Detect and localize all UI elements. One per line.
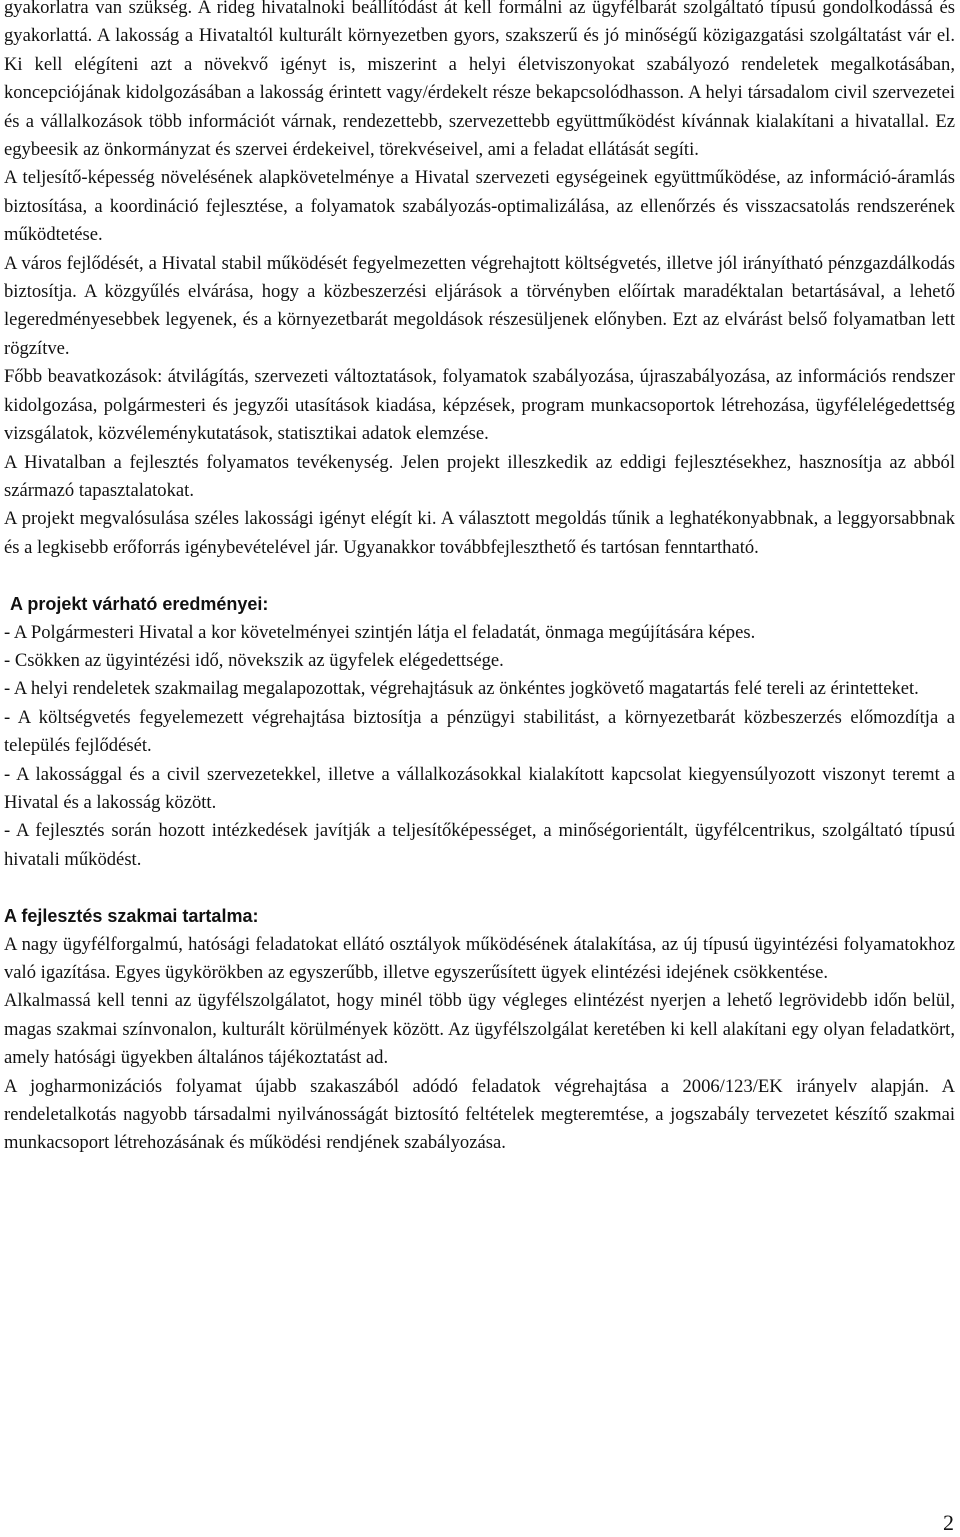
intro-paragraph: A teljesítő-képesség növelésének alapkövetelménye a Hivatal szervezeti egységeinek együttműködése, az információ-áramlás biztosítása, a koordináció fejlesztése, a folyamatok szabályozás-optimalizálása, az ellenőrzés és visszacsatolás rendszerének működtetése. [4, 167, 955, 246]
intro-paragraph: A projekt megvalósulása széles lakossági igényt elégít ki. A választott megoldás tűnik a leghatékonyabbnak, a leggyorsabbnak és a legkisebb erőforrás igénybevételével jár. Ugyanakkor továbbfejleszthető és tartósan fenntartható. [4, 508, 955, 558]
intro-paragraph: Főbb beavatkozások: átvilágítás, szervezeti változtatások, folyamatok szabályozása, újraszabályozása, az információs rendszer kidolgozása, polgármesteri és jegyzői utasítások kiadása, képzések, program munkacsoportok létrehozása, ügyfélelégedettség vizsgálatok, közvéleménykutatások, statisztikai adatok elemzése. [4, 366, 955, 445]
results-list-item: - Csökken az ügyintézési idő, növekszik az ügyfelek elégedettsége. [4, 649, 504, 671]
document-page [4, 0, 955, 1158]
results-list-item: - A Polgármesteri Hivatal a kor követelményei szintjén látja el feladatát, önmaga megújítására képes. [4, 621, 756, 643]
content-paragraph: A nagy ügyfélforgalmú, hatósági feladatokat ellátó osztályok működésének átalakítása, az új típusú ügyintézési folyamatokhoz való igazítása. Egyes ügykörökben az egyszerűbb, illetve egyszerűsített ügyek elintézési idejének csökkentése. [4, 933, 955, 983]
results-heading: A projekt várható eredményei: [10, 594, 269, 615]
content-paragraph: Alkalmassá kell tenni az ügyfélszolgálatot, hogy minél több ügy végleges elintézést nyerjen a lehető legrövidebb időn belül, magas szakmai színvonalon, kulturált körülmények között. Az ügyfélszolgálat keretében ki kell alakítani egy olyan feladatkört, amely hatósági ügyekben általános tájékoztatást ad. [4, 990, 955, 1069]
page-number: 2 [943, 1510, 954, 1535]
results-list-item: - A fejlesztés során hozott intézkedések javítják a teljesítőképességet, a minőségorientált, ügyfélcentrikus, szolgáltató típusú hivatali működést. [4, 820, 955, 870]
intro-paragraph: A város fejlődését, a Hivatal stabil működését fegyelmezetten végrehajtott költségvetés, illetve jól irányítható pénzgazdálkodás biztosítja. A közgyűlés elvárása, hogy a közbeszerzési eljárások a törvényben előírtak maradéktalan betartásával, a lehető legeredményesebbek legyenek, és a környezetbarát megoldások részesüljenek előnyben. Ezt az elvárást belső folyamatban lett rögzítve. [4, 252, 955, 359]
results-list-item: - A helyi rendeletek szakmailag megalapozottak, végrehajtásuk az önkéntes jogkövető magatartás felé tereli az érintetteket. [4, 678, 919, 700]
results-list-item: - A költségvetés fegyelemezett végrehajtása biztosítja a pénzügyi stabilitást, a környezetbarát közbeszerzés előmozdítja a település fejlődését. [4, 706, 955, 757]
intro-paragraph: gyakorlatra van szükség. A rideg hivatalnoki beállítódást át kell formálni az ügyfélbarát szolgáltató típusú gondolkodássá és gyakorlattá. A lakosság a Hivataltól kulturált környezetben gyors, szakszerű és jó minőségű közigazgatási szolgáltatást vár el. Ki kell elégíteni azt a növekvő igényt is, miszerint a helyi életviszonyokat szabályozó rendeletek megalkotásában, koncepciójának kidolgozásában a lakosság érintett vagy/érdekelt része bekapcsolódhasson. A helyi társadalom civil szervezetei és a vállalkozások több információt várnak, rendezettebb, szervezettebb együttműködést kívánnak kialakítani a hivatallal. Ez egybeesik az önkormányzat és szervei érdekeivel, törekvéseivel, ami a feladat ellátását segíti. [4, 0, 955, 161]
content-heading: A fejlesztés szakmai tartalma: [4, 906, 259, 927]
content-paragraph: A jogharmonizációs folyamat újabb szakaszából adódó feladatok végrehajtása a 2006/123/EK irányelv alapján. A rendeletalkotás nagyobb társadalmi nyilvánosságát biztosító feltételek megteremtése, a jogszabály tervezetet készítő szakmai munkacsoport létrehozásának és működési rendjének szabályozása. [4, 1075, 955, 1154]
intro-paragraph: A Hivatalban a fejlesztés folyamatos tevékenység. Jelen projekt illeszkedik az eddigi fejlesztésekhez, hasznosítja az abból származó tapasztalatokat. [4, 451, 955, 501]
results-list-item: - A lakossággal és a civil szervezetekkel, illetve a vállalkozásokkal kialakított kapcsolat kiegyensúlyozott viszonyt teremt a Hivatal és a lakosság között. [4, 763, 955, 813]
